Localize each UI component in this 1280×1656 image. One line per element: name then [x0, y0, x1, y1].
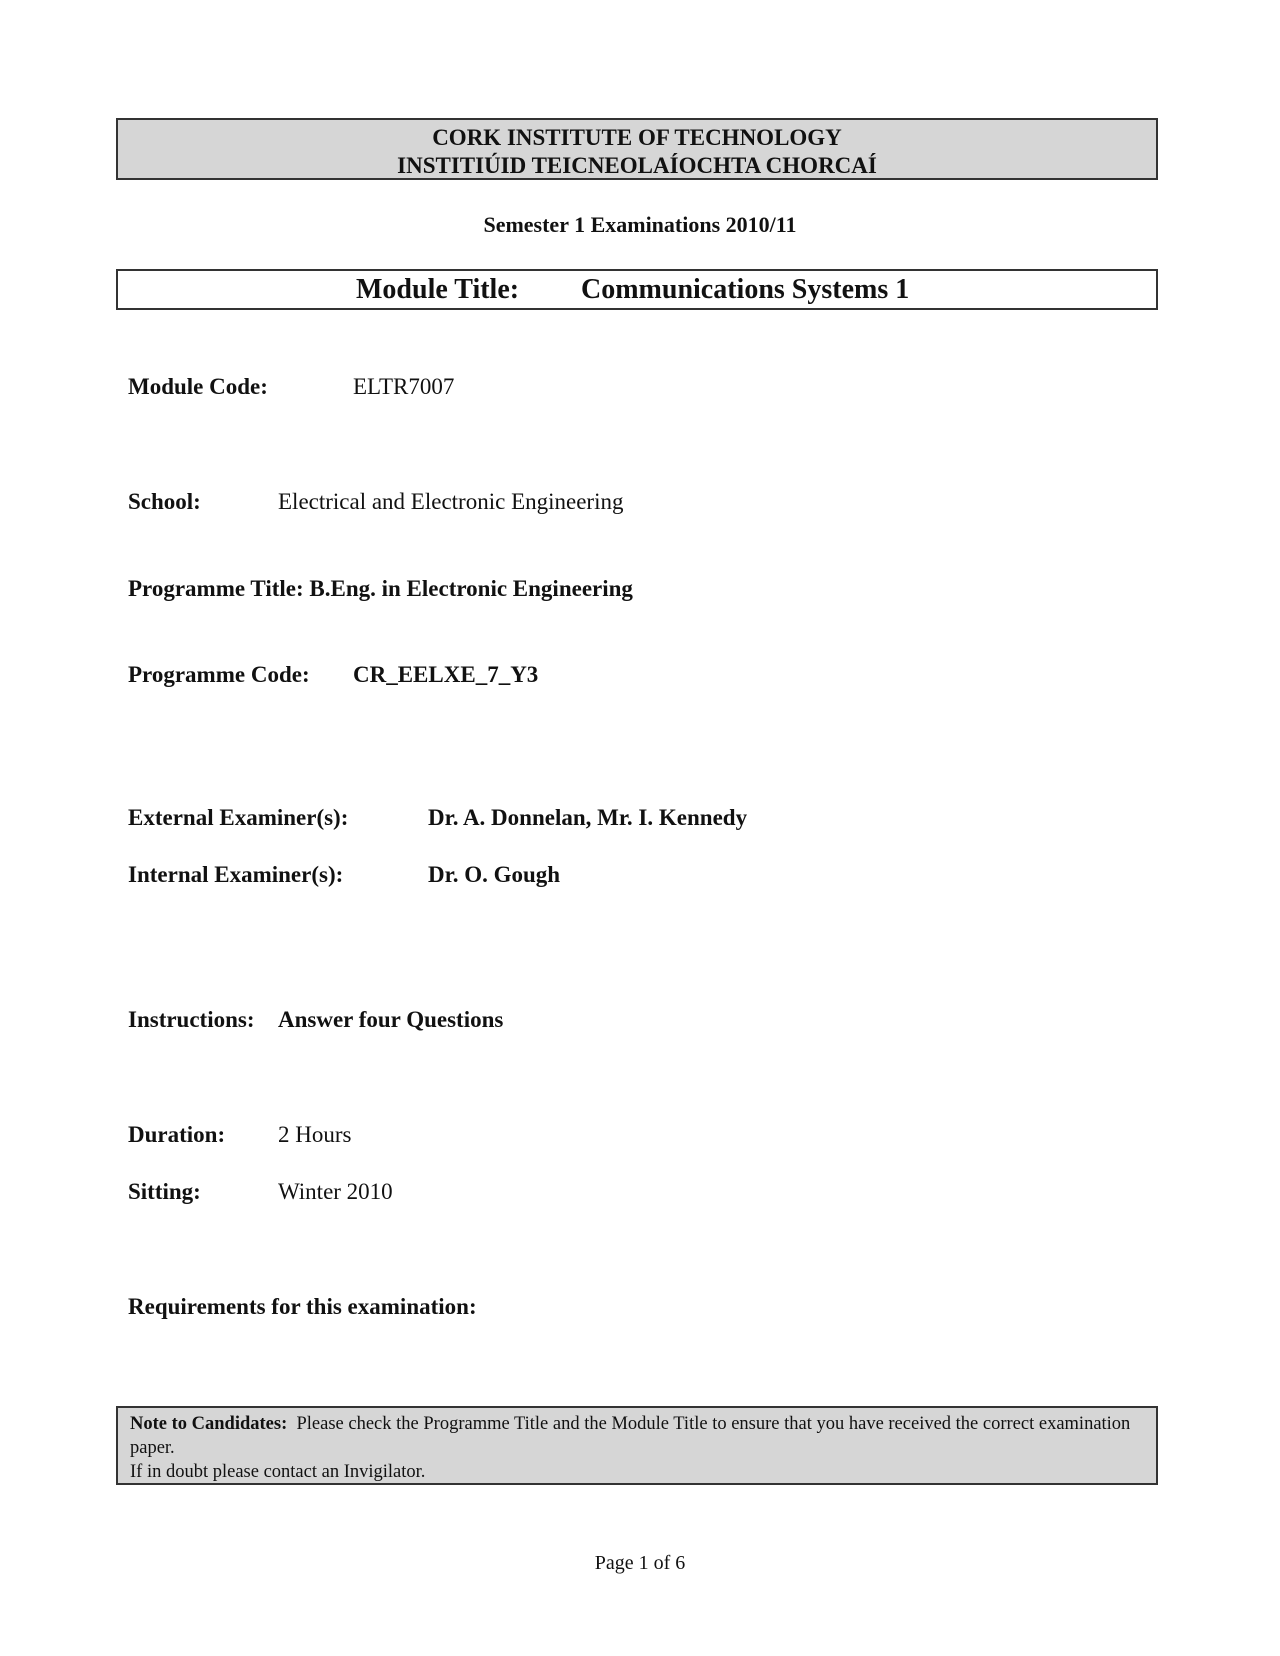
- sitting-value: Winter 2010: [278, 1179, 393, 1204]
- external-examiners-label: External Examiner(s):: [128, 805, 349, 830]
- programme-title-value: B.Eng. in Electronic Engineering: [309, 576, 633, 601]
- module-title-box: [116, 269, 1158, 310]
- duration-value: 2 Hours: [278, 1122, 352, 1147]
- requirements-label: Requirements for this examination:: [128, 1294, 477, 1319]
- note-text: Please check the Programme Title and the Module Title to ensure that you have received the correct examination paper.: [130, 1414, 1131, 1458]
- institute-name-english: CORK INSTITUTE OF TECHNOLOGY: [432, 125, 842, 150]
- note-text-2: If in doubt please contact an Invigilator.: [130, 1462, 426, 1482]
- page-number: Page 1 of 6: [594, 1552, 686, 1574]
- module-title-value: Communications Systems 1: [581, 274, 910, 305]
- module-title-label: Module Title:: [356, 274, 520, 305]
- module-code-value: ELTR7007: [353, 374, 455, 399]
- sitting-label: Sitting:: [128, 1179, 201, 1204]
- programme-code-value: CR_EELXE_7_Y3: [353, 662, 539, 687]
- internal-examiners-label: Internal Examiner(s):: [128, 862, 344, 887]
- institute-name-irish: INSTITIÚID TEICNEOLAÍOCHTA CHORCAÍ: [397, 153, 877, 178]
- instructions-value: Answer four Questions: [278, 1007, 504, 1032]
- internal-examiners-value: Dr. O. Gough: [428, 862, 561, 887]
- programme-code-label: Programme Code:: [128, 662, 310, 687]
- external-examiners-value: Dr. A. Donnelan, Mr. I. Kennedy: [428, 805, 748, 830]
- note-label: Note to Candidates:: [130, 1414, 288, 1434]
- institute-header-box: [116, 118, 1158, 180]
- note-line-1: [130, 1412, 1144, 1460]
- module-code-label: Module Code:: [128, 374, 268, 399]
- duration-label: Duration:: [128, 1122, 226, 1147]
- school-value: Electrical and Electronic Engineering: [278, 489, 624, 514]
- instructions-label: Instructions:: [128, 1007, 255, 1032]
- programme-title-row: [128, 575, 633, 603]
- school-label: School:: [128, 489, 201, 514]
- note-to-candidates-box: [116, 1406, 1158, 1485]
- programme-title-label: Programme Title:: [128, 576, 304, 601]
- semester-heading: Semester 1 Examinations 2010/11: [483, 212, 797, 237]
